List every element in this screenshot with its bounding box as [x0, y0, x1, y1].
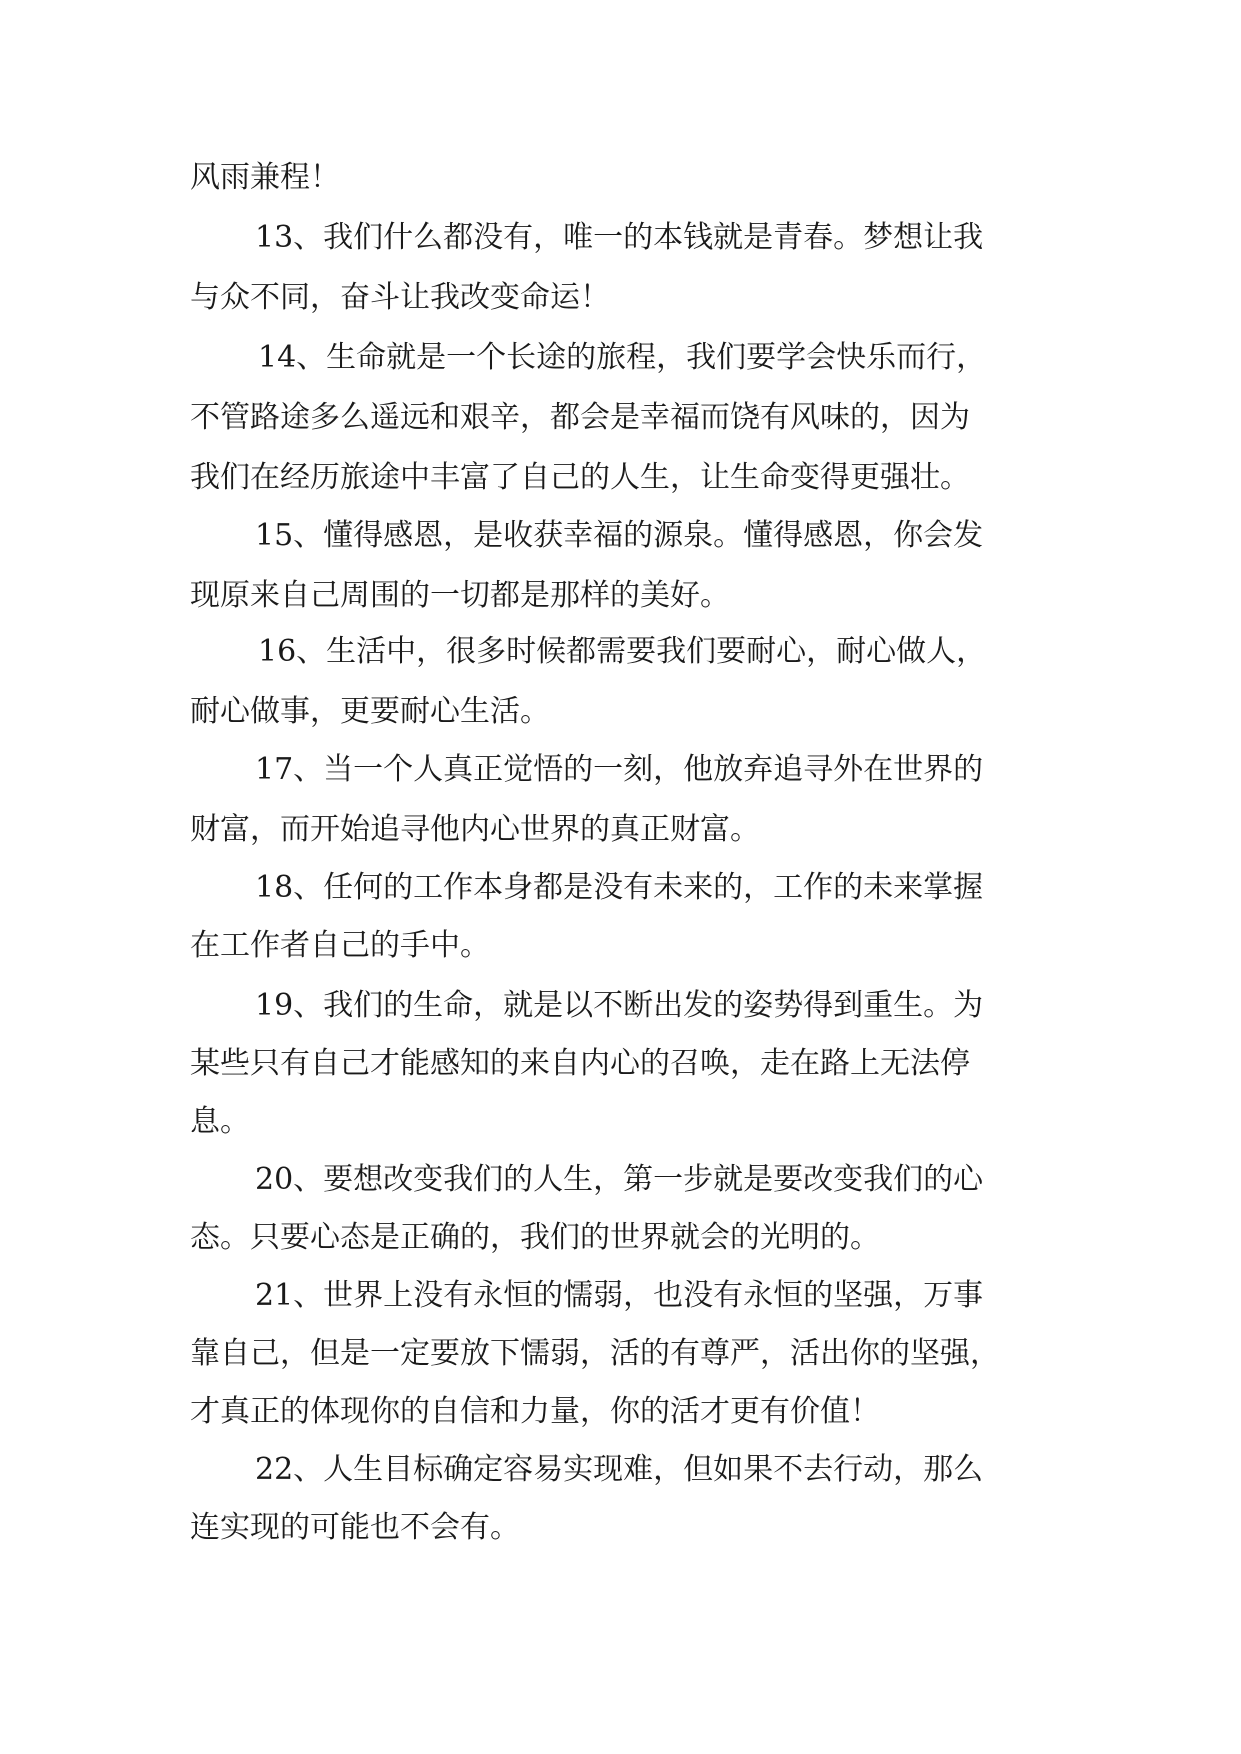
text-line: 风雨兼程！: [190, 160, 340, 195]
text-line: 财富，而开始追寻他内心世界的真正财富。: [190, 812, 760, 847]
text-line: 17、当一个人真正觉悟的一刻，他放弃追寻外在世界的: [255, 752, 984, 787]
text-line: 态。只要心态是正确的，我们的世界就会的光明的。: [190, 1220, 880, 1255]
text-line: 现原来自己周围的一切都是那样的美好。: [190, 578, 730, 613]
text-line: 与众不同，奋斗让我改变命运！: [190, 280, 610, 315]
text-line: 不管路途多么遥远和艰辛，都会是幸福而饶有风味的，因为: [190, 400, 970, 435]
text-line: 16、生活中，很多时候都需要我们要耐心，耐心做人，: [258, 634, 987, 669]
text-line: 20、要想改变我们的人生，第一步就是要改变我们的心: [255, 1162, 984, 1197]
text-line: 息。: [190, 1104, 250, 1139]
text-line: 21、世界上没有永恒的懦弱，也没有永恒的坚强，万事: [255, 1278, 984, 1313]
text-line: 耐心做事，更要耐心生活。: [190, 694, 550, 729]
text-line: 18、任何的工作本身都是没有未来的，工作的未来掌握: [255, 870, 984, 905]
text-line: 19、我们的生命，就是以不断出发的姿势得到重生。为: [255, 988, 984, 1023]
text-line: 靠自己，但是一定要放下懦弱，活的有尊严，活出你的坚强，: [190, 1336, 1000, 1371]
text-line: 22、人生目标确定容易实现难，但如果不去行动，那么: [255, 1452, 984, 1487]
text-line: 14、生命就是一个长途的旅程，我们要学会快乐而行，: [258, 340, 987, 375]
text-line: 15、懂得感恩，是收获幸福的源泉。懂得感恩，你会发: [255, 518, 984, 553]
text-line: 在工作者自己的手中。: [190, 928, 490, 963]
text-line: 13、我们什么都没有，唯一的本钱就是青春。梦想让我: [255, 220, 984, 255]
text-line: 某些只有自己才能感知的来自内心的召唤，走在路上无法停: [190, 1046, 970, 1081]
text-line: 才真正的体现你的自信和力量，你的活才更有价值！: [190, 1394, 880, 1429]
text-line: 我们在经历旅途中丰富了自己的人生，让生命变得更强壮。: [190, 460, 970, 495]
text-line: 连实现的可能也不会有。: [190, 1510, 520, 1545]
